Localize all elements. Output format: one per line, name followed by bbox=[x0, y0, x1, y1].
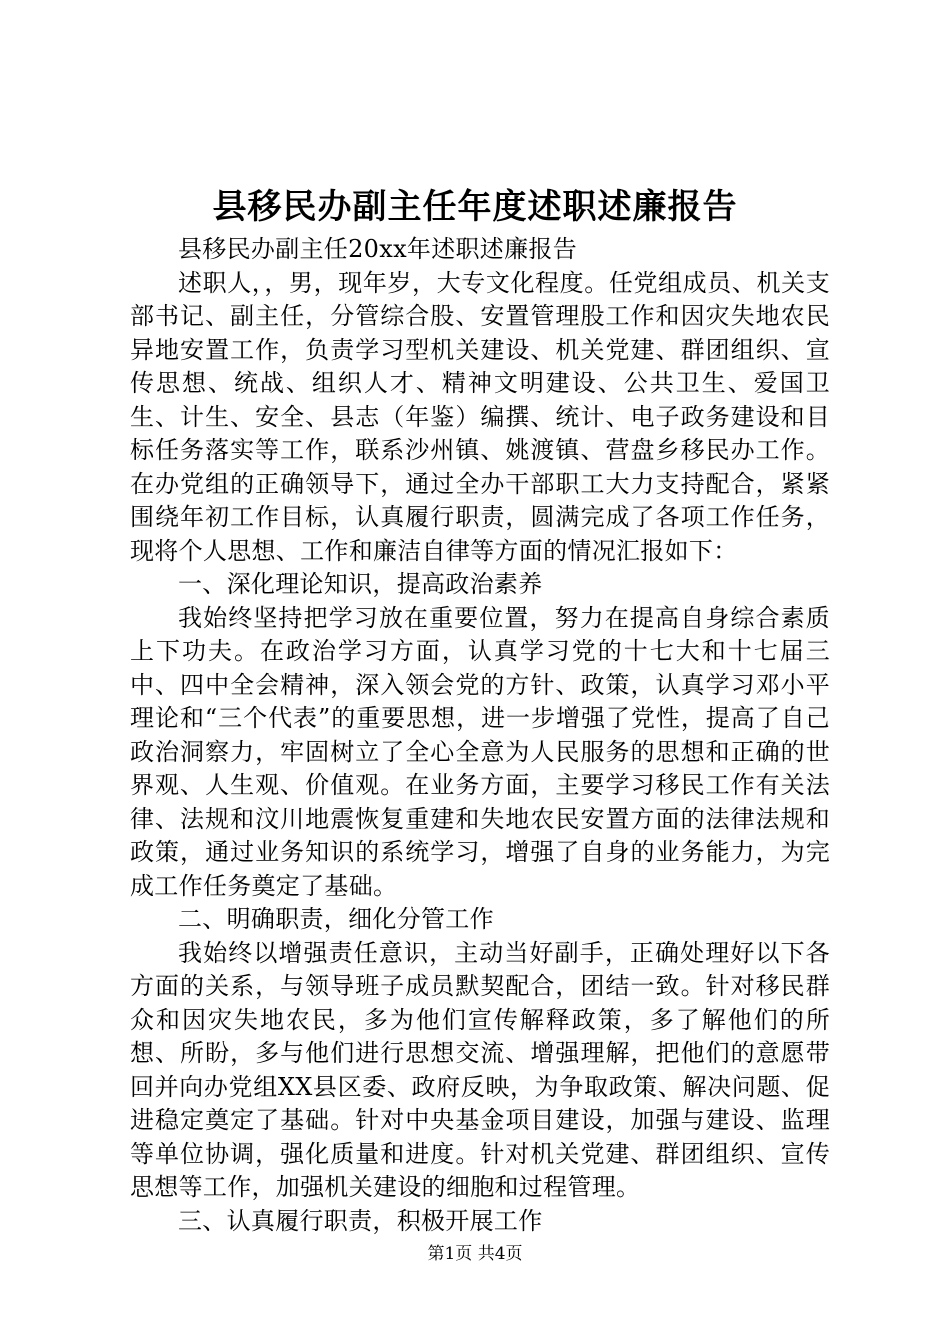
document-body bbox=[130, 233, 830, 1238]
page-footer: 第1页 共4页 bbox=[427, 1244, 523, 1264]
paragraph-section-1: 我始终坚持把学习放在重要位置，努力在提高自身综合素质上下功夫。在政治学习方面，认真学习党的十七大和十七届三中、四中全会精神，深入领会党的方针、政策，认真学习邓小平理论和“三个代表”的重要思想，进一步增强了党性，提高了自己政治洞察力，牢固树立了全心全意为人民服务的思想和正确的世界观、人生观、价值观。在业务方面，主要学习移民工作有关法律、法规和汶川地震恢复重建和失地农民安置方面的法律法规和政策，通过业务知识的系统学习，增强了自身的业务能力，为完成工作任务奠定了基础。 bbox=[130, 603, 830, 900]
section-heading-3: 三、认真履行职责，积极开展工作 bbox=[178, 1206, 543, 1235]
section-heading-2: 二、明确职责，细化分管工作 bbox=[178, 905, 494, 933]
subtitle-line: 县移民办副主任20xx年述职述廉报告 bbox=[178, 235, 578, 263]
section-heading-1: 一、深化理论知识，提高政治素养 bbox=[178, 570, 543, 598]
document-title: 县移民办副主任年度述职述廉报告 bbox=[212, 187, 738, 227]
paragraph-section-2: 我始终以增强责任意识，主动当好副手，正确处理好以下各方面的关系，与领导班子成员默契配合，团结一致。针对移民群众和因灾失地农民，多为他们宣传解释政策，多了解他们的所想、所盼，多与他们进行思想交流、增强理解，把他们的意愿带回并向办党组XX县区委、政府反映，为争取政策、解决问题、促进稳定奠定了基础。针对中央基金项目建设，加强与建设、监理等单位协调，强化质量和进度。针对机关党建、群团组织、宣传思想等工作，加强机关建设的细胞和过程管理。 bbox=[130, 938, 830, 1201]
paragraph-intro: 述职人，，男，现年岁，大专文化程度。任党组成员、机关支部书记、副主任，分管综合股、安置管理股工作和因灾失地农民异地安置工作，负责学习型机关建设、机关党建、群团组织、宣传思想、统战、组织人才、精神文明建设、公共卫生、爱国卫生、计生、安全、县志（年鉴）编撰、统计、电子政务建设和目标任务落实等工作，联系沙州镇、姚渡镇、营盘乡移民办工作。在办党组的正确领导下，通过全办干部职工大力支持配合，紧紧围绕年初工作目标，认真履行职责，圆满完成了各项工作任务，现将个人思想、工作和廉洁自律等方面的情况汇报如下： bbox=[130, 268, 830, 565]
